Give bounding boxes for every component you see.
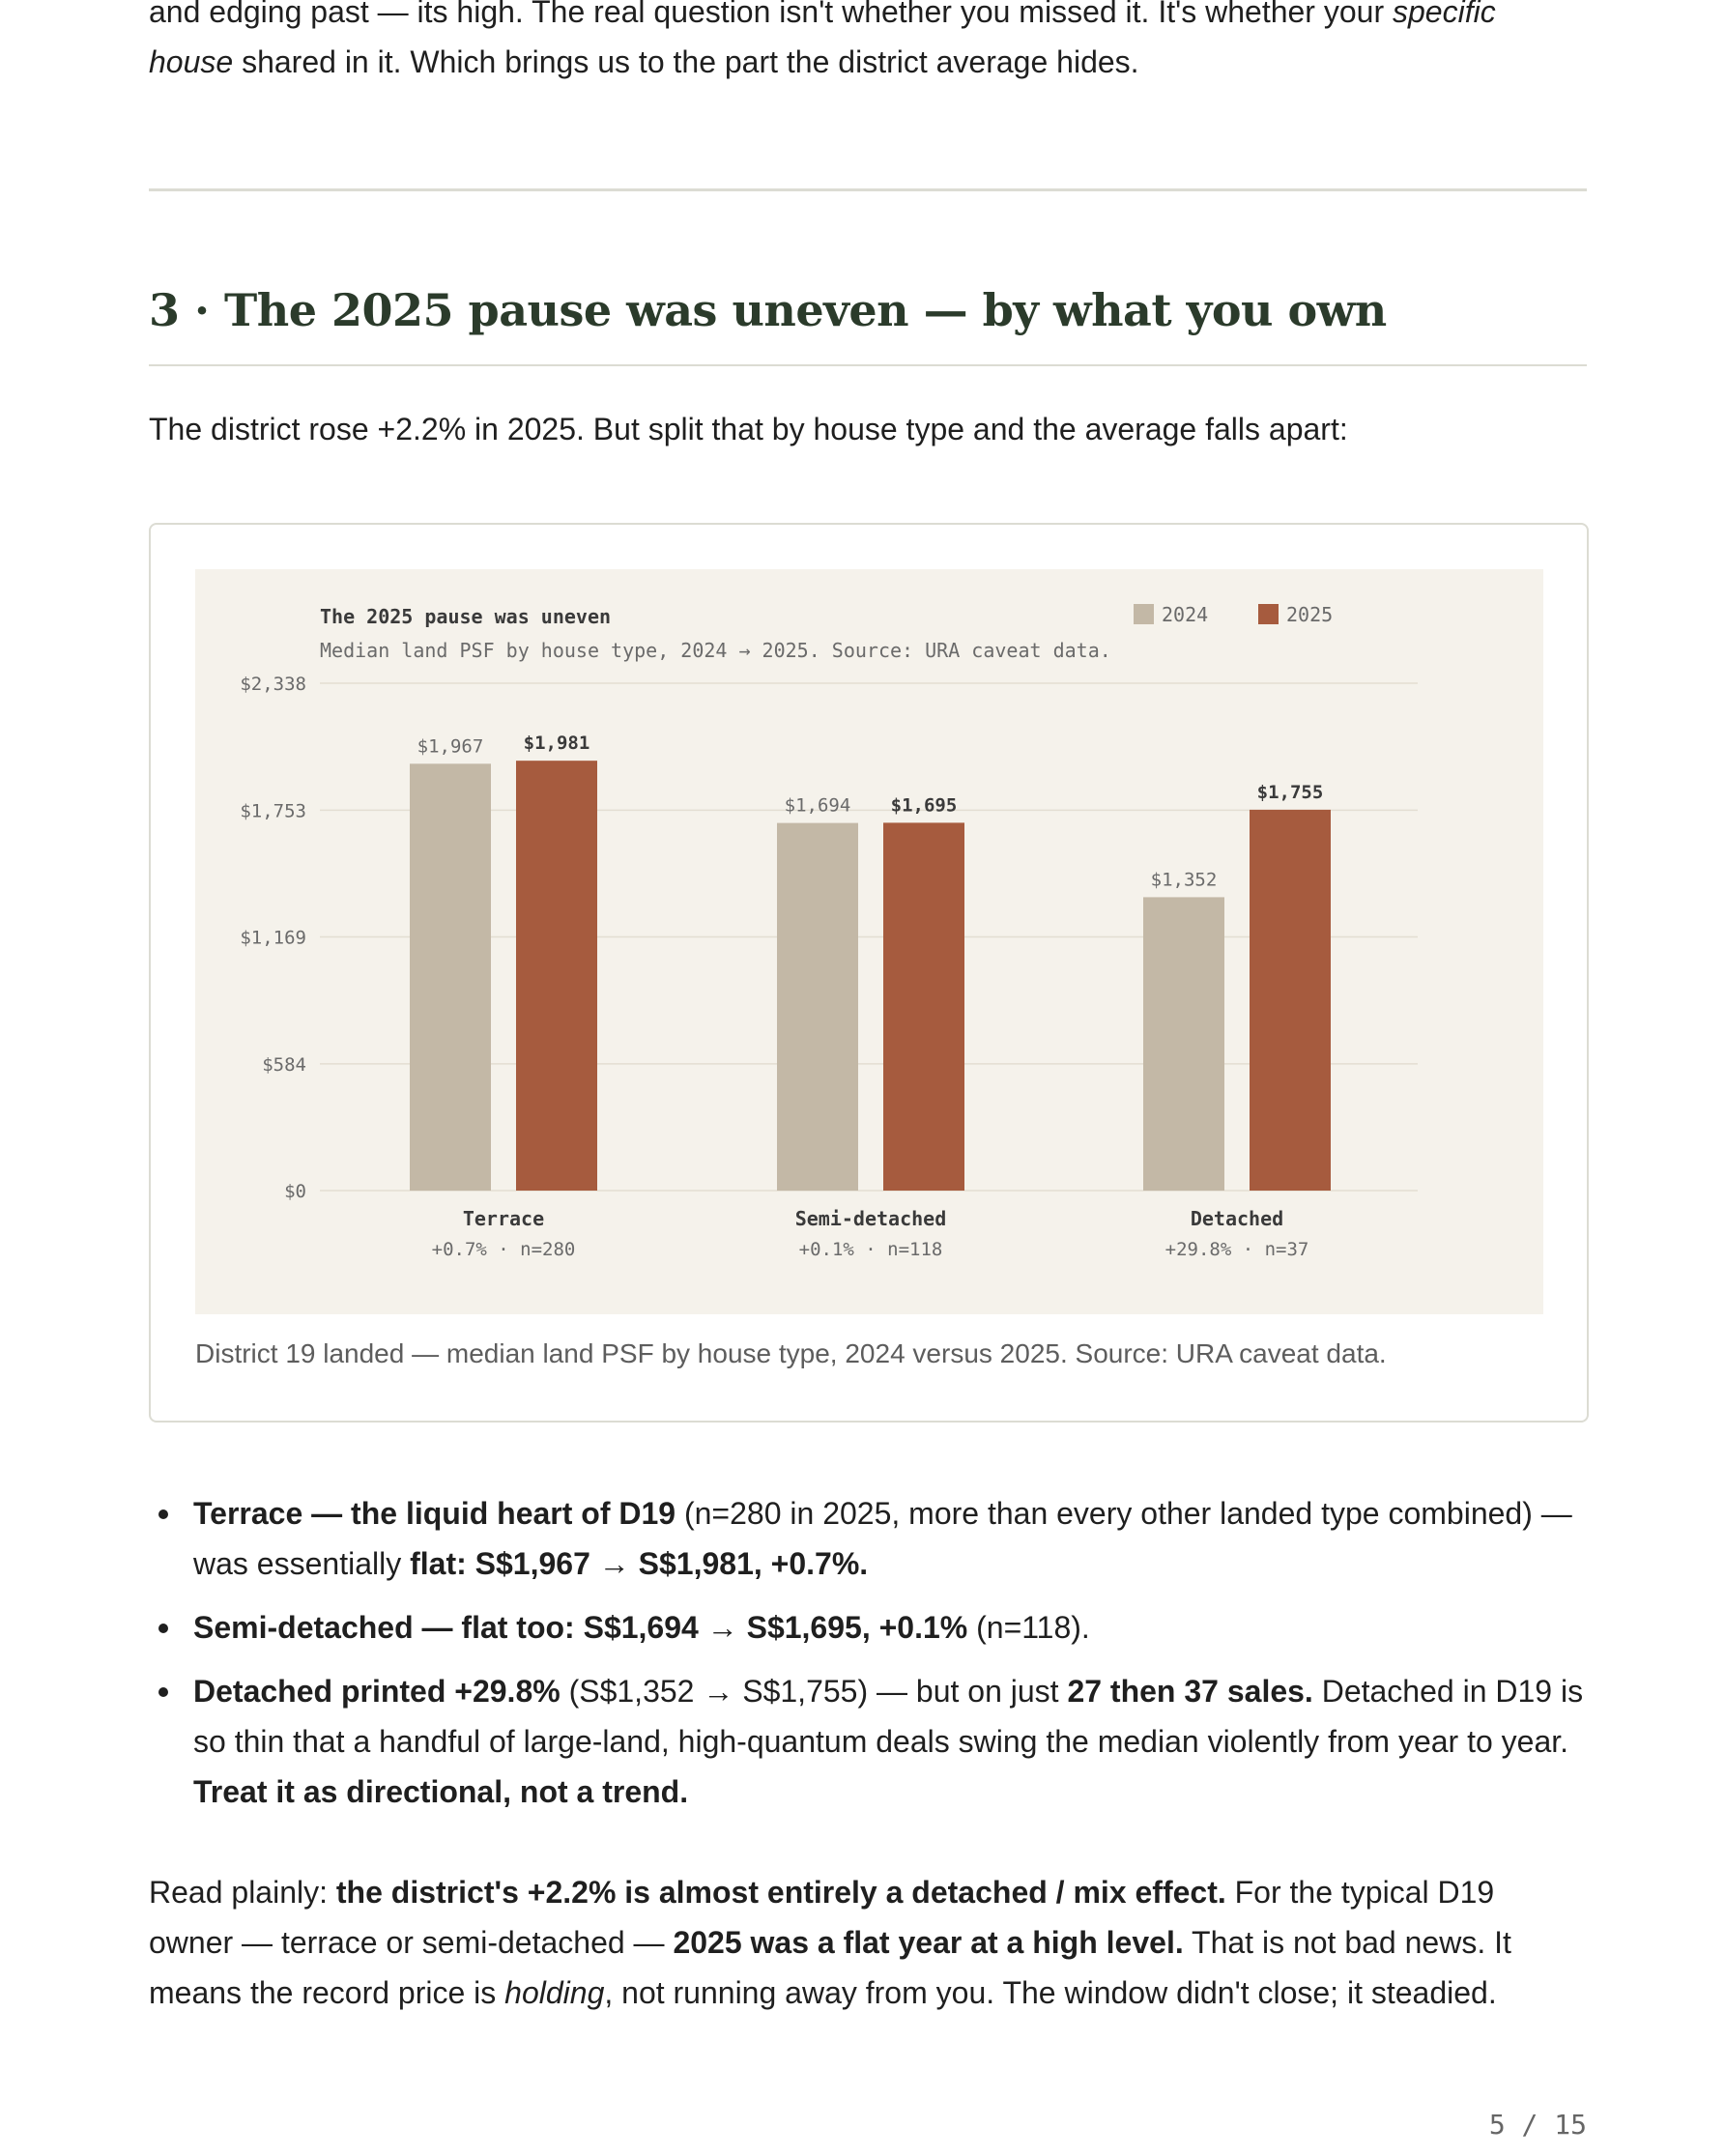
section-title: 3 · The 2025 pause was uneven — by what you own bbox=[149, 284, 1387, 336]
y-tick-label: $1,753 bbox=[240, 800, 306, 822]
paragraph-text: For the typical D19 owner — terrace or semi-detached — bbox=[149, 1875, 1495, 1960]
paragraph-text: , not running away from you. The window didn't close; it steadied. bbox=[604, 1975, 1497, 2010]
legend-swatch bbox=[1258, 604, 1279, 624]
chart-figure bbox=[149, 523, 1589, 1423]
bold-text: Treat it as directional, not a trend. bbox=[193, 1774, 689, 1809]
findings-list bbox=[149, 1488, 1587, 1830]
y-tick-label: $1,169 bbox=[240, 927, 306, 949]
category-note: +29.8% · n=37 bbox=[1164, 1239, 1309, 1260]
bold-text: Semi-detached — flat too: S$1,694 → S$1,695, +0.1% bbox=[193, 1610, 968, 1645]
list-text: (n=280 in 2025, more than every other landed type combined) — was essentially bbox=[193, 1496, 1572, 1581]
list-text: Detached in D19 is so thin that a handful of large-land, high-quantum deals swing the median violently from year to year. bbox=[193, 1674, 1584, 1759]
bars bbox=[410, 733, 1331, 1260]
intro-continuation-paragraph bbox=[149, 0, 1587, 87]
data-label: $1,352 bbox=[1150, 869, 1218, 891]
paragraph-text: Read plainly: bbox=[149, 1875, 336, 1910]
data-label: $1,695 bbox=[890, 794, 958, 817]
y-tick-label: $0 bbox=[284, 1181, 306, 1202]
legend-label: 2025 bbox=[1286, 603, 1334, 626]
list-item-terrace bbox=[149, 1488, 1587, 1589]
list-item-detached bbox=[149, 1666, 1587, 1817]
bar-2025 bbox=[516, 761, 597, 1191]
section-intro: The district rose +2.2% in 2025. But split that by house type and the average falls apart: bbox=[149, 412, 1348, 446]
bar-2024 bbox=[410, 763, 491, 1191]
data-label: $1,694 bbox=[784, 794, 851, 817]
paragraph-text: That is not bad news. It means the record price is bbox=[149, 1925, 1511, 2010]
category-label: Terrace bbox=[462, 1207, 545, 1230]
bold-text: Detached printed +29.8% bbox=[193, 1674, 561, 1709]
y-tick-label: $584 bbox=[262, 1053, 306, 1076]
bold-text: Terrace — the liquid heart of D19 bbox=[193, 1496, 676, 1531]
legend-swatch bbox=[1134, 604, 1154, 624]
page-number: 5 / 15 bbox=[1488, 2109, 1587, 2141]
bold-text: 2025 was a flat year at a high level. bbox=[673, 1925, 1184, 1960]
bar-2024 bbox=[1143, 897, 1224, 1191]
bold-text: the district's +2.2% is almost entirely a detached / mix effect. bbox=[335, 1875, 1226, 1910]
bar-chart bbox=[195, 569, 1543, 1314]
category-note: +0.7% · n=280 bbox=[431, 1239, 576, 1260]
closing-paragraph bbox=[149, 1867, 1587, 2018]
bold-text: 27 then 37 sales. bbox=[1067, 1674, 1313, 1709]
chart-legend bbox=[1134, 603, 1333, 626]
list-text: (S$1,352 → S$1,755) — but on just bbox=[560, 1674, 1068, 1709]
title-underline bbox=[149, 364, 1587, 366]
legend-label: 2024 bbox=[1162, 603, 1209, 626]
y-tick-label: $2,338 bbox=[240, 674, 306, 695]
category-label: Detached bbox=[1190, 1207, 1284, 1230]
data-label: $1,981 bbox=[523, 733, 590, 755]
bar-2025 bbox=[883, 822, 964, 1191]
bar-2024 bbox=[777, 823, 858, 1191]
chart-title: The 2025 pause was uneven bbox=[320, 605, 612, 628]
bar-2025 bbox=[1250, 810, 1331, 1191]
bold-text: flat: S$1,967 → S$1,981, +0.7%. bbox=[410, 1546, 869, 1581]
list-text: (n=118). bbox=[967, 1610, 1090, 1645]
emphasis-text: specific house bbox=[149, 0, 1496, 79]
section-divider bbox=[149, 188, 1587, 191]
figure-caption: District 19 landed — median land PSF by house type, 2024 versus 2025. Source: URA caveat data. bbox=[195, 1338, 1387, 1368]
chart-subtitle: Median land PSF by house type, 2024 → 2025. Source: URA caveat data. bbox=[320, 639, 1111, 662]
paragraph-text: and edging past — its high. The real question isn't whether you missed it. It's whether your bbox=[149, 0, 1393, 29]
category-note: +0.1% · n=118 bbox=[798, 1239, 943, 1260]
chart-panel bbox=[195, 569, 1543, 1314]
category-label: Semi-detached bbox=[794, 1207, 947, 1230]
data-label: $1,967 bbox=[417, 735, 484, 758]
emphasis-text: holding bbox=[504, 1975, 605, 2010]
list-item-semi-detached bbox=[149, 1602, 1587, 1653]
paragraph-text: shared in it. Which brings us to the part the district average hides. bbox=[233, 44, 1139, 79]
data-label: $1,755 bbox=[1256, 781, 1324, 803]
